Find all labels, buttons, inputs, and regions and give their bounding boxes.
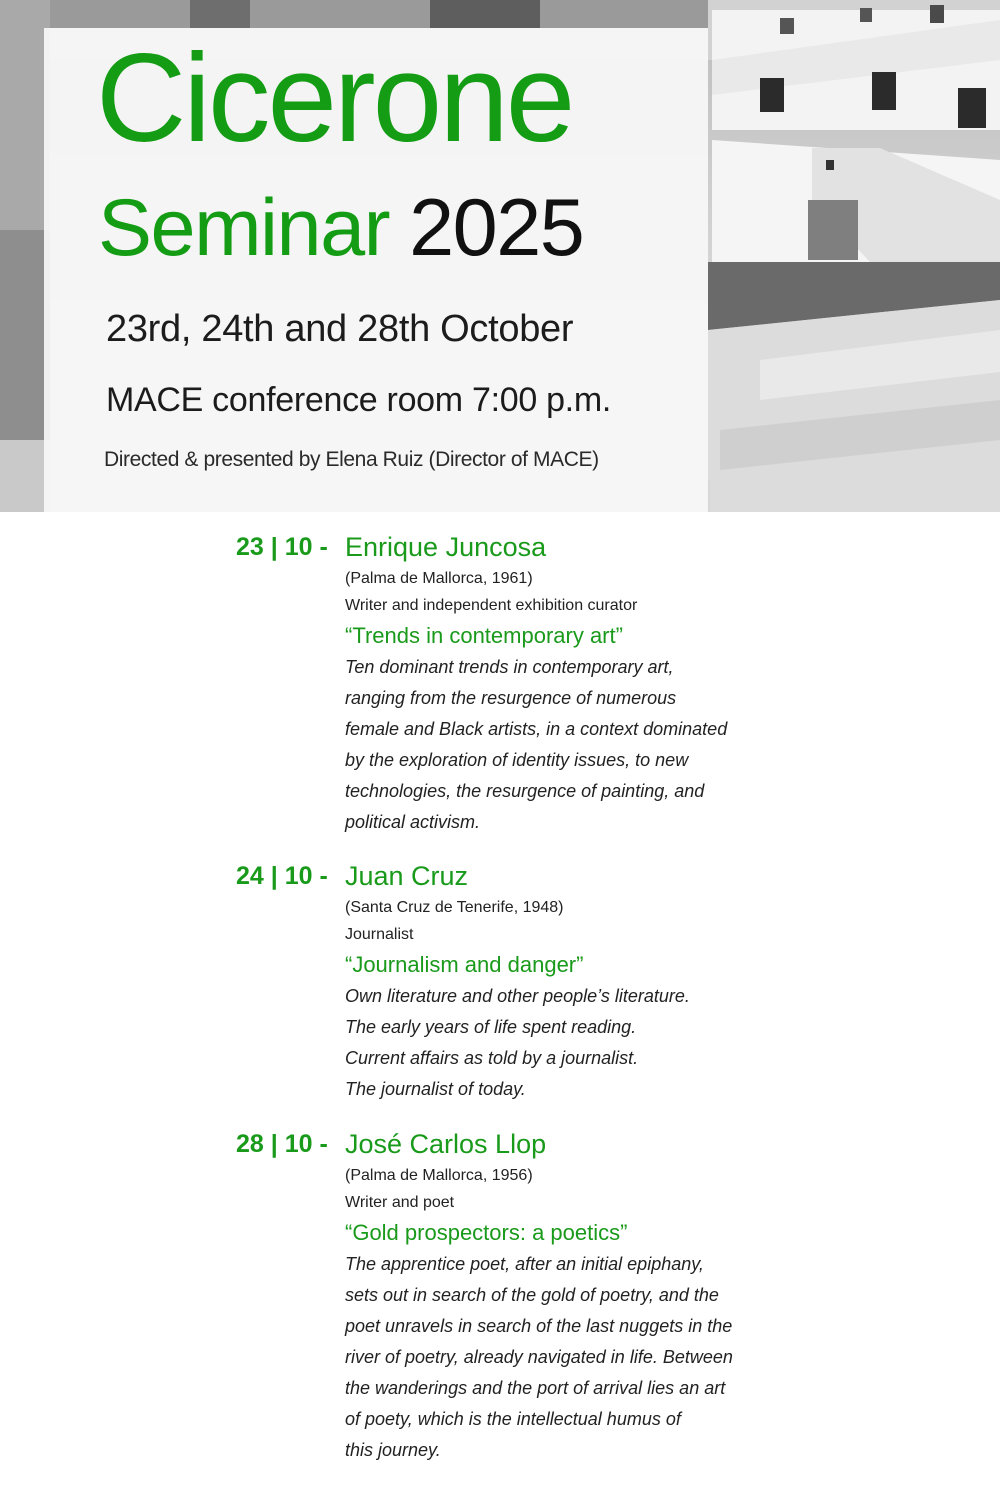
event-dates: 23rd, 24th and 28th October <box>106 308 574 350</box>
talk-description <box>345 652 795 838</box>
description-line: poet unravels in search of the last nuggets in the <box>345 1316 733 1336</box>
event-subtitle <box>98 183 584 273</box>
session-body <box>345 530 795 838</box>
session-date: 23 | 10 - <box>236 533 328 561</box>
speaker-role: Writer and poet <box>345 1194 455 1211</box>
description-line: Ten dominant trends in contemporary art, <box>345 657 674 677</box>
description-line: Current affairs as told by a journalist. <box>345 1048 639 1068</box>
session-date: 28 | 10 - <box>236 1130 328 1158</box>
talk-title: “Trends in contemporary art” <box>345 623 623 648</box>
header-photo <box>0 0 1000 512</box>
talk-title: “Journalism and danger” <box>345 952 584 977</box>
description-line: by the exploration of identity issues, to new <box>345 750 689 770</box>
description-line: sets out in search of the gold of poetry, and the <box>345 1285 719 1305</box>
description-line: The apprentice poet, after an initial epiphany, <box>345 1254 704 1274</box>
description-line: The early years of life spent reading. <box>345 1017 637 1037</box>
speaker-origin: (Santa Cruz de Tenerife, 1948) <box>345 899 564 916</box>
speaker-role: Journalist <box>345 926 414 943</box>
speaker-name: Enrique Juncosa <box>345 532 547 562</box>
description-line: this journey. <box>345 1440 441 1460</box>
description-line: female and Black artists, in a context dominated <box>345 719 728 739</box>
description-line: the wanderings and the port of arrival lies an art <box>345 1378 726 1398</box>
session-body <box>345 1127 795 1466</box>
talk-title: “Gold prospectors: a poetics” <box>345 1220 628 1245</box>
description-line: ranging from the resurgence of numerous <box>345 688 677 708</box>
description-line: Own literature and other people’s literature. <box>345 986 690 1006</box>
speaker-role: Writer and independent exhibition curator <box>345 597 638 614</box>
event-director: Directed & presented by Elena Ruiz (Director of MACE) <box>104 448 599 471</box>
description-line: The journalist of today. <box>345 1079 526 1099</box>
talk-description <box>345 981 795 1105</box>
session-body <box>345 859 795 1105</box>
description-line: river of poetry, already navigated in life. Between <box>345 1347 733 1367</box>
event-year: 2025 <box>409 183 584 273</box>
speaker-name: José Carlos Llop <box>345 1129 547 1159</box>
speaker-origin: (Palma de Mallorca, 1956) <box>345 1167 533 1184</box>
event-title: Cicerone <box>96 29 573 168</box>
description-line: of poety, which is the intellectual humus of <box>345 1409 681 1429</box>
speaker-origin: (Palma de Mallorca, 1961) <box>345 570 533 587</box>
description-line: political activism. <box>345 812 481 832</box>
talk-description <box>345 1249 795 1466</box>
description-line: technologies, the resurgence of painting, and <box>345 781 705 801</box>
seminar-word: Seminar <box>98 183 390 273</box>
event-venue: MACE conference room 7:00 p.m. <box>106 381 612 419</box>
speaker-name: Juan Cruz <box>345 861 469 891</box>
session-date: 24 | 10 - <box>236 862 328 890</box>
